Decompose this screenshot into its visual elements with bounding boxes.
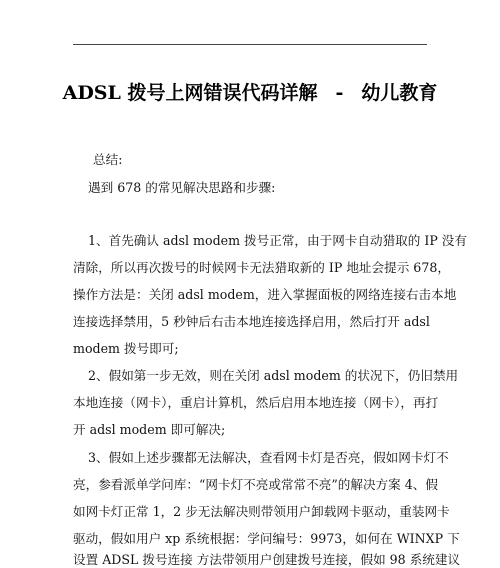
title-main: ADSL 拨号上网错误代码详解 <box>62 82 318 104</box>
paragraph-line: 亮，参看派单学问库：“网卡灯不亮或常常不亮”的解决方案 4、假 <box>73 477 438 492</box>
paragraph-line: 清除，所以再次拨号的时候网卡无法猎取新的 IP 地址会提示 678， <box>73 260 450 275</box>
intro-line: 遇到 678 的常见解决思路和步骤: <box>88 180 276 195</box>
paragraph-line: 设置 ADSL 拨号连接 方法带领用户创建拨号连接，假如 98 系统建议 <box>73 552 461 567</box>
paragraph-line: 连接选择禁用，5 秒钟后右击本地连接选择启用，然后打开 adsl <box>73 314 430 329</box>
summary-label: 总结: <box>93 152 123 167</box>
paragraph-line: 1、首先确认 adsl modem 拨号正常，由于网卡自动猎取的 IP 没有 <box>88 233 467 248</box>
title-category: 幼儿教育 <box>361 82 438 104</box>
header-rule <box>73 44 427 45</box>
paragraph-line: 2、假如第一步无效，则在关闭 adsl modem 的状况下，仍旧禁用 <box>88 368 459 383</box>
paragraph-line: 开 adsl modem 即可解决; <box>73 422 226 437</box>
document-title <box>0 78 500 105</box>
paragraph-line: 本地连接（网卡），重启计算机，然后启用本地连接（网卡），再打 <box>73 395 439 410</box>
paragraph-line: 如网卡灯正常 1，2 步无法解决则带领用户卸载网卡驱动，重装网卡 <box>73 504 450 519</box>
paragraph-line: 操作方法是：关闭 adsl modem，进入掌握面板的网络连接右击本地 <box>73 287 457 302</box>
paragraph-line: modem 拨号即可; <box>73 341 179 356</box>
paragraph-line: 驱动，假如用户 xp 系统根据：学问编号：9973，如何在 WINXP 下 <box>73 531 460 546</box>
title-separator: - <box>335 82 344 104</box>
paragraph-line: 3、假如上述步骤都无法解决，查看网卡灯是否亮，假如网卡灯不 <box>88 450 449 465</box>
